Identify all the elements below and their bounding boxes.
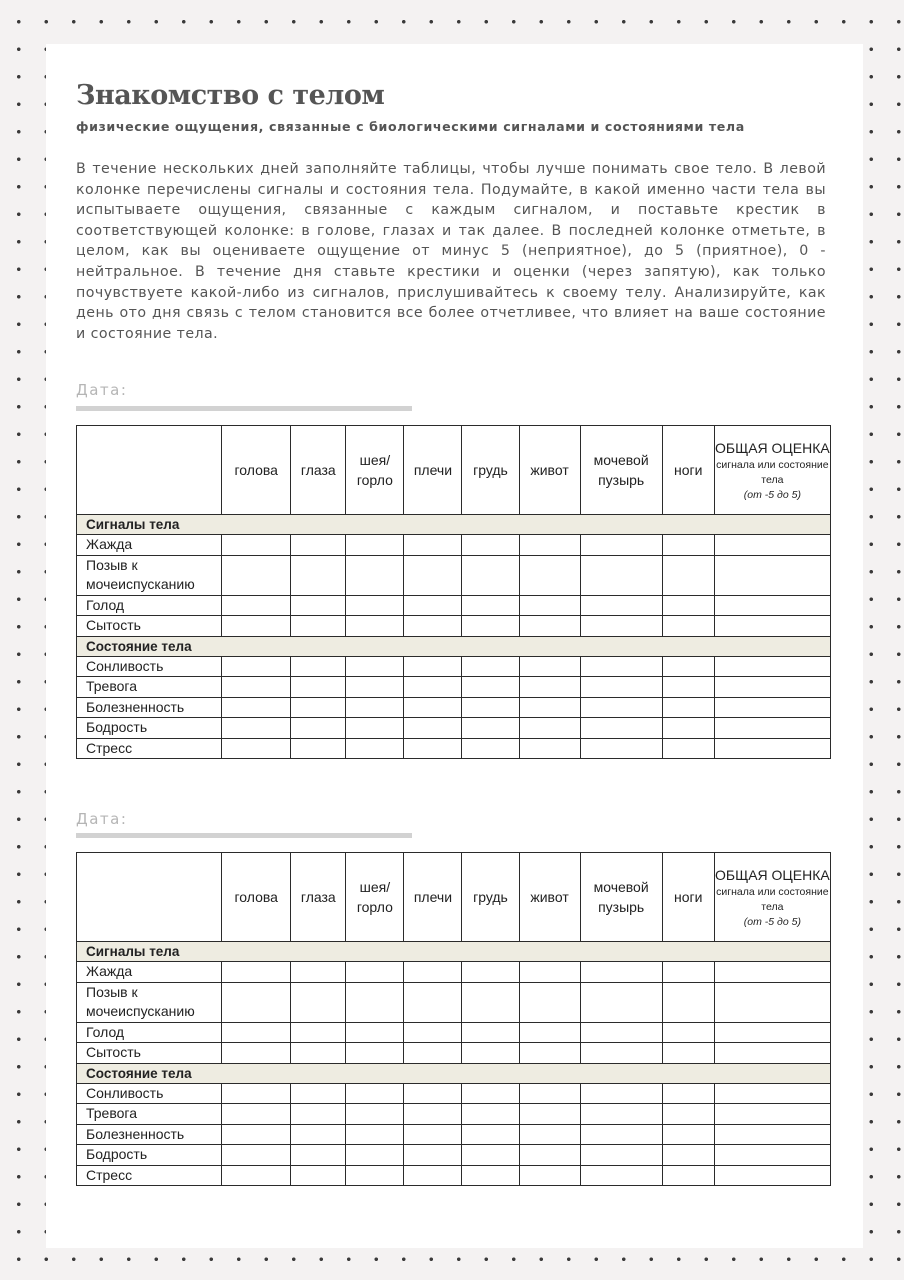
table-row — [77, 616, 831, 637]
mark-cell[interactable] — [580, 555, 662, 595]
mark-cell[interactable] — [462, 1165, 519, 1186]
mark-cell[interactable] — [222, 1104, 291, 1125]
mark-cell[interactable] — [662, 1124, 714, 1145]
mark-cell[interactable] — [346, 1165, 404, 1186]
mark-cell[interactable] — [346, 535, 404, 556]
mark-cell[interactable] — [580, 1083, 662, 1104]
row-label: Болезненность — [77, 1124, 222, 1145]
mark-cell[interactable] — [291, 535, 346, 556]
mark-cell[interactable] — [222, 1083, 291, 1104]
table-row — [77, 595, 831, 616]
column-header: живот — [519, 426, 580, 515]
mark-cell[interactable] — [346, 1022, 404, 1043]
mark-cell[interactable] — [519, 962, 580, 983]
mark-cell[interactable] — [291, 656, 346, 677]
mark-cell[interactable] — [346, 982, 404, 1022]
mark-cell[interactable] — [404, 1022, 462, 1043]
mark-cell[interactable] — [662, 738, 714, 759]
column-header: ноги — [662, 426, 714, 515]
row-label: Бодрость — [77, 1145, 222, 1166]
mark-cell[interactable] — [519, 1124, 580, 1145]
row-label: Сонливость — [77, 1083, 222, 1104]
rating-cell[interactable] — [714, 535, 830, 556]
row-label: Сытость — [77, 1043, 222, 1064]
total-rating-header — [714, 426, 830, 515]
mark-cell[interactable] — [662, 555, 714, 595]
rating-cell[interactable] — [714, 1104, 830, 1125]
table-row — [77, 535, 831, 556]
mark-cell[interactable] — [222, 1043, 291, 1064]
mark-cell[interactable] — [462, 595, 519, 616]
mark-cell[interactable] — [291, 738, 346, 759]
mark-cell[interactable] — [580, 595, 662, 616]
table-row — [77, 1022, 831, 1043]
mark-cell[interactable] — [291, 1145, 346, 1166]
column-header: ноги — [662, 853, 714, 942]
mark-cell[interactable] — [346, 1124, 404, 1145]
mark-cell[interactable] — [462, 555, 519, 595]
header-corner-cell — [77, 853, 222, 942]
column-header: голова — [222, 426, 291, 515]
rating-cell[interactable] — [714, 656, 830, 677]
mark-cell[interactable] — [404, 535, 462, 556]
section-row — [77, 515, 831, 535]
mark-cell[interactable] — [346, 656, 404, 677]
mark-cell[interactable] — [462, 1083, 519, 1104]
section-row — [77, 942, 831, 962]
mark-cell[interactable] — [404, 1043, 462, 1064]
mark-cell[interactable] — [346, 677, 404, 698]
mark-cell[interactable] — [519, 1165, 580, 1186]
rating-cell[interactable] — [714, 718, 830, 739]
table-row — [77, 656, 831, 677]
row-label: Позыв к мочеиспусканию — [77, 982, 222, 1022]
mark-cell[interactable] — [291, 982, 346, 1022]
tracking-table-1 — [76, 425, 831, 759]
mark-cell[interactable] — [291, 718, 346, 739]
mark-cell[interactable] — [291, 1083, 346, 1104]
header-row — [77, 853, 831, 942]
rating-cell[interactable] — [714, 1022, 830, 1043]
mark-cell[interactable] — [291, 1043, 346, 1064]
page-subtitle: физические ощущения, связанные с биологическими сигналами и состояниями тела — [76, 119, 745, 134]
rating-cell[interactable] — [714, 677, 830, 698]
mark-cell[interactable] — [404, 1145, 462, 1166]
mark-cell[interactable] — [291, 1104, 346, 1125]
table-row — [77, 697, 831, 718]
column-header: голова — [222, 853, 291, 942]
column-header: грудь — [462, 426, 519, 515]
mark-cell[interactable] — [519, 677, 580, 698]
section-title: Сигналы тела — [77, 515, 831, 535]
row-label: Болезненность — [77, 697, 222, 718]
total-rating-subtitle: сигнала или состояние тела — [716, 458, 829, 486]
rating-cell[interactable] — [714, 1043, 830, 1064]
mark-cell[interactable] — [404, 982, 462, 1022]
mark-cell[interactable] — [462, 1145, 519, 1166]
tracking-table-2 — [76, 852, 831, 1186]
mark-cell[interactable] — [291, 677, 346, 698]
mark-cell[interactable] — [662, 1043, 714, 1064]
mark-cell[interactable] — [222, 656, 291, 677]
row-label: Позыв к мочеиспусканию — [77, 555, 222, 595]
page-title: Знакомство с телом — [76, 80, 385, 111]
mark-cell[interactable] — [519, 738, 580, 759]
mark-cell[interactable] — [404, 1165, 462, 1186]
row-label: Стресс — [77, 1165, 222, 1186]
mark-cell[interactable] — [222, 697, 291, 718]
row-label: Голод — [77, 595, 222, 616]
mark-cell[interactable] — [346, 1145, 404, 1166]
mark-cell[interactable] — [662, 1165, 714, 1186]
rating-cell[interactable] — [714, 595, 830, 616]
mark-cell[interactable] — [519, 718, 580, 739]
mark-cell[interactable] — [462, 1022, 519, 1043]
mark-cell[interactable] — [222, 616, 291, 637]
section-row — [77, 636, 831, 656]
mark-cell[interactable] — [222, 962, 291, 983]
mark-cell[interactable] — [519, 616, 580, 637]
mark-cell[interactable] — [404, 1104, 462, 1125]
mark-cell[interactable] — [580, 1124, 662, 1145]
mark-cell[interactable] — [404, 697, 462, 718]
mark-cell[interactable] — [291, 1124, 346, 1145]
total-rating-title: ОБЩАЯ ОЦЕНКА — [715, 866, 830, 883]
column-header: мочевой пузырь — [580, 426, 662, 515]
total-rating-subtitle: сигнала или состояние тела — [716, 885, 829, 913]
mark-cell[interactable] — [519, 1145, 580, 1166]
mark-cell[interactable] — [462, 962, 519, 983]
mark-cell[interactable] — [404, 555, 462, 595]
table-row — [77, 1083, 831, 1104]
mark-cell[interactable] — [462, 1124, 519, 1145]
mark-cell[interactable] — [346, 1104, 404, 1125]
mark-cell[interactable] — [662, 962, 714, 983]
mark-cell[interactable] — [662, 1022, 714, 1043]
mark-cell[interactable] — [580, 1104, 662, 1125]
mark-cell[interactable] — [462, 535, 519, 556]
mark-cell[interactable] — [519, 1104, 580, 1125]
rating-cell[interactable] — [714, 1083, 830, 1104]
mark-cell[interactable] — [346, 718, 404, 739]
mark-cell[interactable] — [462, 982, 519, 1022]
mark-cell[interactable] — [222, 1124, 291, 1145]
column-header: шея/ горло — [346, 853, 404, 942]
rating-cell[interactable] — [714, 1165, 830, 1186]
mark-cell[interactable] — [404, 656, 462, 677]
mark-cell[interactable] — [222, 1145, 291, 1166]
rating-cell[interactable] — [714, 982, 830, 1022]
mark-cell[interactable] — [519, 1083, 580, 1104]
mark-cell[interactable] — [580, 1145, 662, 1166]
rating-cell[interactable] — [714, 962, 830, 983]
header-row — [77, 426, 831, 515]
mark-cell[interactable] — [462, 1104, 519, 1125]
mark-cell[interactable] — [346, 1043, 404, 1064]
mark-cell[interactable] — [222, 718, 291, 739]
column-header: грудь — [462, 853, 519, 942]
date-input-line-1[interactable] — [76, 406, 412, 411]
table-row — [77, 1145, 831, 1166]
total-rating-title: ОБЩАЯ ОЦЕНКА — [715, 439, 830, 456]
rating-cell[interactable] — [714, 616, 830, 637]
mark-cell[interactable] — [662, 535, 714, 556]
mark-cell[interactable] — [404, 1124, 462, 1145]
mark-cell[interactable] — [580, 656, 662, 677]
mark-cell[interactable] — [346, 962, 404, 983]
mark-cell[interactable] — [519, 982, 580, 1022]
row-label: Тревога — [77, 1104, 222, 1125]
total-rating-range: (от -5 до 5) — [743, 915, 801, 928]
mark-cell[interactable] — [519, 535, 580, 556]
mark-cell[interactable] — [580, 982, 662, 1022]
rating-cell[interactable] — [714, 738, 830, 759]
section-row — [77, 1063, 831, 1083]
rating-cell[interactable] — [714, 1124, 830, 1145]
mark-cell[interactable] — [404, 616, 462, 637]
mark-cell[interactable] — [580, 1043, 662, 1064]
mark-cell[interactable] — [662, 697, 714, 718]
mark-cell[interactable] — [222, 738, 291, 759]
section-title: Сигналы тела — [77, 942, 831, 962]
mark-cell[interactable] — [519, 656, 580, 677]
row-label: Жажда — [77, 535, 222, 556]
mark-cell[interactable] — [346, 555, 404, 595]
mark-cell[interactable] — [580, 718, 662, 739]
total-rating-range: (от -5 до 5) — [743, 488, 801, 501]
mark-cell[interactable] — [580, 962, 662, 983]
table-row — [77, 1124, 831, 1145]
mark-cell[interactable] — [462, 697, 519, 718]
mark-cell[interactable] — [404, 677, 462, 698]
mark-cell[interactable] — [291, 616, 346, 637]
mark-cell[interactable] — [462, 738, 519, 759]
table-row — [77, 982, 831, 1022]
mark-cell[interactable] — [662, 982, 714, 1022]
mark-cell[interactable] — [291, 555, 346, 595]
mark-cell[interactable] — [662, 656, 714, 677]
rating-cell[interactable] — [714, 555, 830, 595]
mark-cell[interactable] — [404, 595, 462, 616]
mark-cell[interactable] — [222, 1165, 291, 1186]
mark-cell[interactable] — [404, 962, 462, 983]
mark-cell[interactable] — [462, 1043, 519, 1064]
rating-cell[interactable] — [714, 1145, 830, 1166]
mark-cell[interactable] — [519, 1022, 580, 1043]
mark-cell[interactable] — [346, 738, 404, 759]
date-label-1: Дата: — [76, 381, 128, 399]
date-input-line-2[interactable] — [76, 833, 412, 838]
mark-cell[interactable] — [346, 595, 404, 616]
mark-cell[interactable] — [519, 1043, 580, 1064]
worksheet-page — [46, 44, 863, 1248]
column-header: плечи — [404, 426, 462, 515]
mark-cell[interactable] — [662, 1083, 714, 1104]
mark-cell[interactable] — [580, 535, 662, 556]
mark-cell[interactable] — [580, 738, 662, 759]
table-row — [77, 555, 831, 595]
mark-cell[interactable] — [404, 718, 462, 739]
instructions-paragraph: В течение нескольких дней заполняйте таблицы, чтобы лучше понимать свое тело. В левой колонке перечислены сигналы и состояния тела. Подумайте, в какой именно части тела вы испытываете ощущения, связанные с каждым сигналом, и поставьте крестик в соответствующей колонке: в голове, глазах и так далее. В последней колонке отметьте, в целом, как вы оцениваете ощущение от минус 5 (неприятное), до 5 (приятное), 0 - нейтральное. В течение дня ставьте крестики и оценки (через запятую), как только почувствуете какой-либо из сигналов, прислушивайтесь к своему телу. Анализируйте, как день ото дня связь с телом становится все более отчетливее, что влияет на ваше состояние и состояние тела. — [76, 161, 826, 342]
mark-cell[interactable] — [462, 718, 519, 739]
mark-cell[interactable] — [222, 595, 291, 616]
row-label: Стресс — [77, 738, 222, 759]
table-row — [77, 1043, 831, 1064]
column-header: мочевой пузырь — [580, 853, 662, 942]
mark-cell[interactable] — [222, 535, 291, 556]
section-title: Состояние тела — [77, 636, 831, 656]
column-header: шея/ горло — [346, 426, 404, 515]
column-header: глаза — [291, 426, 346, 515]
mark-cell[interactable] — [404, 1083, 462, 1104]
mark-cell[interactable] — [662, 1145, 714, 1166]
mark-cell[interactable] — [662, 595, 714, 616]
mark-cell[interactable] — [291, 1165, 346, 1186]
mark-cell[interactable] — [580, 616, 662, 637]
mark-cell[interactable] — [662, 616, 714, 637]
mark-cell[interactable] — [580, 697, 662, 718]
section-title: Состояние тела — [77, 1063, 831, 1083]
header-corner-cell — [77, 426, 222, 515]
mark-cell[interactable] — [346, 697, 404, 718]
column-header: живот — [519, 853, 580, 942]
table-row — [77, 1165, 831, 1186]
mark-cell[interactable] — [346, 616, 404, 637]
row-label: Тревога — [77, 677, 222, 698]
mark-cell[interactable] — [222, 982, 291, 1022]
column-header: плечи — [404, 853, 462, 942]
mark-cell[interactable] — [291, 595, 346, 616]
mark-cell[interactable] — [662, 1104, 714, 1125]
mark-cell[interactable] — [291, 697, 346, 718]
total-rating-header — [714, 853, 830, 942]
rating-cell[interactable] — [714, 697, 830, 718]
table-row — [77, 718, 831, 739]
mark-cell[interactable] — [580, 1022, 662, 1043]
mark-cell[interactable] — [519, 697, 580, 718]
table-row — [77, 677, 831, 698]
mark-cell[interactable] — [580, 1165, 662, 1186]
date-label-2: Дата: — [76, 810, 128, 828]
mark-cell[interactable] — [662, 677, 714, 698]
column-header: глаза — [291, 853, 346, 942]
mark-cell[interactable] — [662, 718, 714, 739]
mark-cell[interactable] — [222, 677, 291, 698]
mark-cell[interactable] — [222, 555, 291, 595]
mark-cell[interactable] — [404, 738, 462, 759]
row-label: Жажда — [77, 962, 222, 983]
mark-cell[interactable] — [462, 656, 519, 677]
mark-cell[interactable] — [462, 677, 519, 698]
row-label: Бодрость — [77, 718, 222, 739]
mark-cell[interactable] — [462, 616, 519, 637]
mark-cell[interactable] — [580, 677, 662, 698]
mark-cell[interactable] — [346, 1083, 404, 1104]
table-row — [77, 738, 831, 759]
mark-cell[interactable] — [519, 595, 580, 616]
row-label: Сонливость — [77, 656, 222, 677]
table-row — [77, 962, 831, 983]
mark-cell[interactable] — [222, 1022, 291, 1043]
table-row — [77, 1104, 831, 1125]
row-label: Голод — [77, 1022, 222, 1043]
row-label: Сытость — [77, 616, 222, 637]
mark-cell[interactable] — [291, 1022, 346, 1043]
mark-cell[interactable] — [291, 962, 346, 983]
mark-cell[interactable] — [519, 555, 580, 595]
